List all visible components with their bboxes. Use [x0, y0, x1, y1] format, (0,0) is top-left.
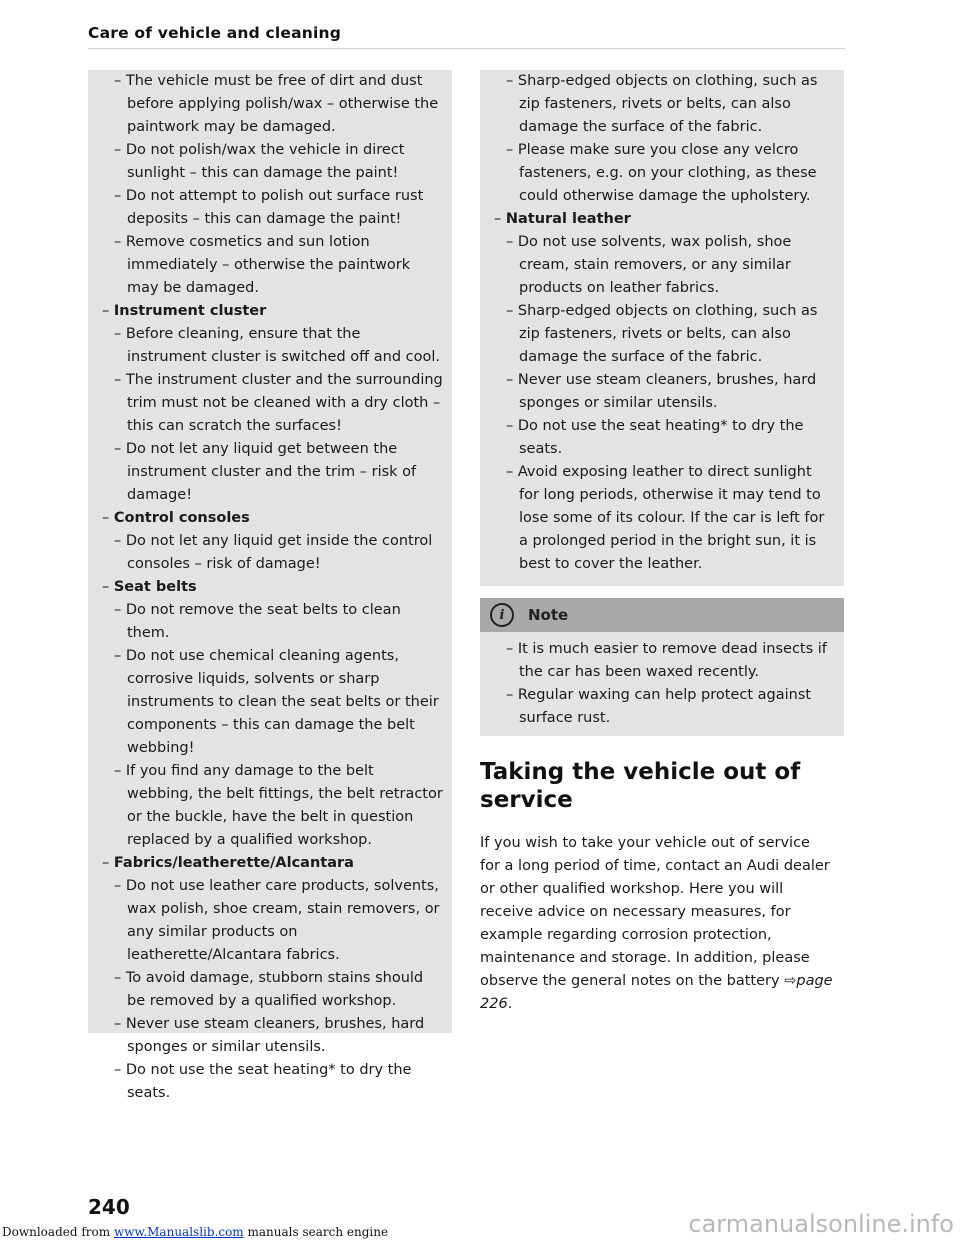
- list-item: – The vehicle must be free of dirt and dust before applying polish/wax – otherwise the paintwork may be damaged.: [114, 73, 439, 135]
- note-item: – It is much easier to remove dead insects if the car has been waxed recently.: [506, 641, 827, 680]
- list-item: – Do not use leather care products, solvents, wax polish, shoe cream, stain removers, or any similar products on leatherette/Alcantara fabrics.: [114, 878, 440, 963]
- note-item: – Regular waxing can help protect against surface rust.: [506, 687, 812, 726]
- list-item: – Remove cosmetics and sun lotion immediately – otherwise the paintwork may be damaged.: [114, 234, 411, 296]
- right-column-box: [480, 70, 844, 586]
- list-item: – Do not polish/wax the vehicle in direct sunlight – this can damage the paint!: [114, 142, 405, 181]
- list-item: – Sharp-edged objects on clothing, such as zip fasteners, rivets or belts, can also damage the surface of the fabric.: [506, 73, 818, 135]
- right-column-list: [480, 70, 844, 576]
- list-item: – Do not let any liquid get between the instrument cluster and the trim – risk of damage!: [114, 441, 417, 503]
- note-header: [480, 598, 844, 632]
- list-heading-text: Seat belts: [113, 579, 197, 595]
- left-column-box: [88, 70, 452, 1101]
- list-item: – Avoid exposing leather to direct sunlight for long periods, otherwise it may tend to lose some of its colour. If the car is left for a prolonged period in the bright sun, it is best to cover the leather.: [506, 464, 825, 572]
- list-item: – Before cleaning, ensure that the instrument cluster is switched off and cool.: [114, 326, 440, 365]
- list-item: – Never use steam cleaners, brushes, hard sponges or similar utensils.: [114, 1016, 425, 1055]
- left-column-list: [88, 70, 452, 1105]
- watermark: carmanualsonline.info: [688, 1210, 954, 1238]
- note-body: [480, 632, 844, 736]
- list-heading: – Instrument cluster: [102, 303, 267, 319]
- list-item: – Do not use the seat heating* to dry the seats.: [506, 418, 804, 457]
- section-heading: Taking the vehicle out of service: [480, 759, 801, 813]
- list-item: – Do not use the seat heating* to dry the seats.: [114, 1062, 412, 1101]
- section-body-end: .: [507, 996, 513, 1012]
- list-item: – Never use steam cleaners, brushes, hard sponges or similar utensils.: [506, 372, 817, 411]
- header-divider: [88, 48, 845, 49]
- list-item: – To avoid damage, stubborn stains should be removed by a qualified workshop.: [114, 970, 424, 1009]
- list-item: – Do not attempt to polish out surface rust deposits – this can damage the paint!: [114, 188, 424, 227]
- list-item: – Sharp-edged objects on clothing, such as zip fasteners, rivets or belts, can also damage the surface of the fabric.: [506, 303, 818, 365]
- page-link-arrow-icon[interactable]: ⇨: [784, 973, 797, 989]
- list-item: – Please make sure you close any velcro fasteners, e.g. on your clothing, as these could otherwise damage the upholstery.: [506, 142, 817, 204]
- section-body-text: If you wish to take your vehicle out of service for a long period of time, contact an Audi dealer or other qualified workshop. Here you will receive advice on necessary measures, for example regarding corrosion protection, maintenance and storage. In addition, please observe the general notes on the battery: [480, 835, 830, 989]
- manualslib-link[interactable]: www.Manualslib.com: [113, 1225, 244, 1239]
- list-heading-text: Instrument cluster: [113, 303, 267, 319]
- footer-prefix: Downloaded from: [2, 1225, 114, 1239]
- note-box: [480, 598, 844, 736]
- note-title: Note: [528, 605, 569, 624]
- list-heading: – Natural leather: [494, 211, 631, 227]
- list-heading: – Control consoles: [102, 510, 250, 526]
- list-heading: – Fabrics/leatherette/Alcantara: [102, 855, 354, 871]
- page-reference-link[interactable]: page 226: [480, 973, 833, 1012]
- section-body: [480, 832, 844, 1016]
- page-header-title: Care of vehicle and cleaning: [88, 24, 342, 42]
- right-column: [480, 70, 844, 1016]
- list-heading: – Seat belts: [102, 579, 197, 595]
- page-number: 240: [88, 1195, 130, 1219]
- list-item: – The instrument cluster and the surrounding trim must not be cleaned with a dry cloth – this can scratch the surfaces!: [114, 372, 443, 434]
- info-icon: i: [490, 603, 514, 627]
- list-item: – Do not let any liquid get inside the control consoles – risk of damage!: [114, 533, 433, 572]
- footer-suffix: manuals search engine: [243, 1225, 389, 1239]
- list-item: – Do not remove the seat belts to clean them.: [114, 602, 401, 641]
- list-item: – Do not use chemical cleaning agents, corrosive liquids, solvents or sharp instruments to clean the seat belts or their components – this can damage the belt webbing!: [114, 648, 439, 756]
- list-heading-text: Natural leather: [505, 211, 631, 227]
- list-item: – Do not use solvents, wax polish, shoe cream, stain removers, or any similar products on leather fabrics.: [506, 234, 792, 296]
- list-heading-text: Fabrics/leatherette/Alcantara: [113, 855, 354, 871]
- list-item: – If you find any damage to the belt webbing, the belt fittings, the belt retractor or the buckle, have the belt in question replaced by a qualified workshop.: [114, 763, 443, 848]
- list-heading-text: Control consoles: [113, 510, 250, 526]
- download-footer: [2, 1225, 388, 1239]
